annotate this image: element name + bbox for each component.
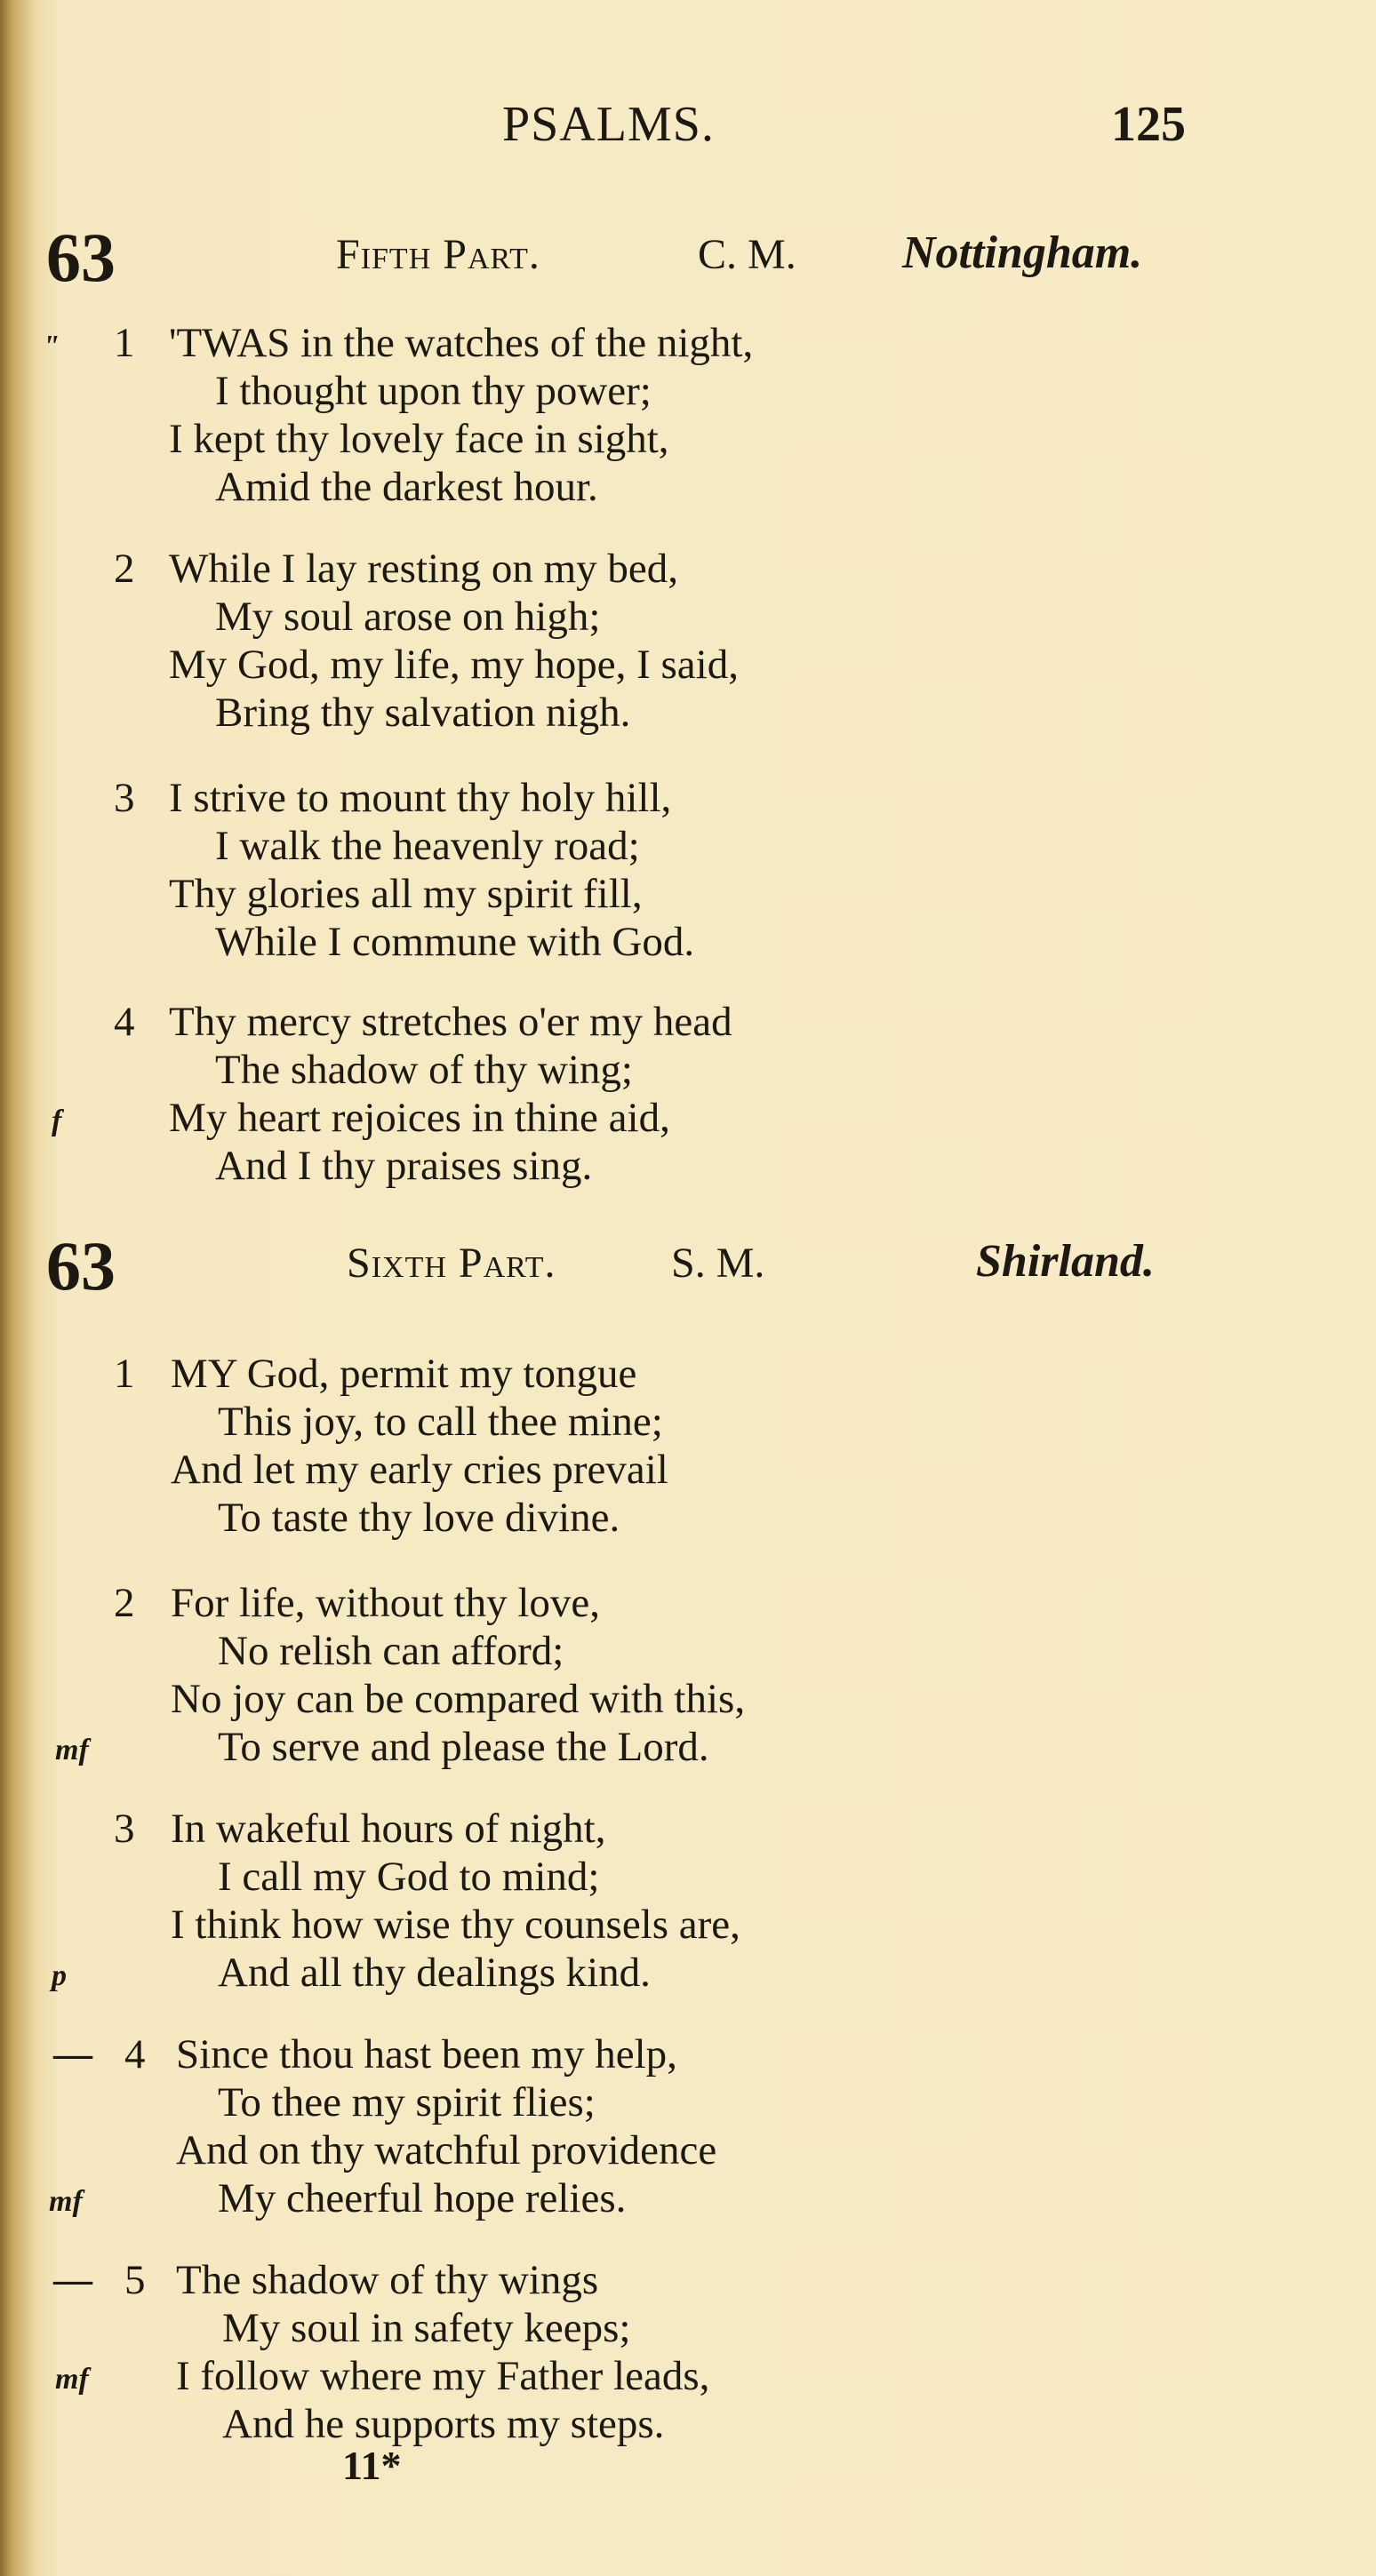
page-number: 125 — [1111, 97, 1186, 152]
hymn-heading — [0, 218, 1376, 296]
stanza-number: 1 — [114, 1351, 135, 1397]
verse-line — [0, 1852, 1376, 1902]
verse-line — [0, 2351, 1376, 2401]
dynamic-mark: f — [52, 1105, 62, 1137]
verse-line — [0, 2030, 1376, 2079]
verse-text: I walk the heavenly road; — [215, 823, 640, 869]
verse-line — [0, 773, 1376, 823]
stanza-number: 1 — [114, 320, 135, 366]
verse-text: My cheerful hope relies. — [218, 2175, 627, 2221]
hymn-number: 63 — [46, 1227, 116, 1304]
verse-line — [0, 1900, 1376, 1950]
dynamic-mark: " — [43, 330, 60, 363]
verse-text: For life, without thy love, — [171, 1580, 601, 1626]
stanza-number: 4 — [114, 999, 135, 1045]
verse-line — [0, 821, 1376, 871]
verse-text: And I thy praises sing. — [215, 1143, 593, 1189]
verse-line — [0, 366, 1376, 416]
verse-line — [0, 1141, 1376, 1191]
verse-line — [0, 2125, 1376, 2175]
verse-line — [0, 2078, 1376, 2127]
dynamic-mark: mf — [55, 1734, 89, 1767]
lead-dash: — — [53, 2258, 92, 2301]
verse-text: My soul arose on high; — [215, 594, 601, 640]
verse-line — [0, 544, 1376, 594]
verse-line — [0, 688, 1376, 738]
verse-text: The shadow of thy wing; — [215, 1047, 633, 1093]
verse-text: I follow where my Father leads, — [176, 2353, 710, 2399]
verse-text: To serve and please the Lord. — [218, 1724, 709, 1770]
verse-text: To thee my spirit flies; — [218, 2079, 596, 2125]
verse-text: I thought upon thy power; — [215, 368, 652, 414]
running-title: PSALMS. — [502, 97, 715, 152]
hymn-tune: Nottingham. — [902, 227, 1143, 278]
verse-line — [0, 1578, 1376, 1628]
verse-line — [0, 1445, 1376, 1495]
verse-line — [0, 1948, 1376, 1998]
verse-text: No joy can be compared with this, — [171, 1676, 746, 1722]
verse-line — [0, 2173, 1376, 2223]
verse-text: MY God, permit my tongue — [171, 1351, 637, 1397]
verse-line — [0, 1674, 1376, 1724]
hymn-part: Sixth Part. — [347, 1240, 556, 1287]
verse-text: And all thy dealings kind. — [218, 1950, 651, 1996]
stanza-number: 5 — [124, 2257, 146, 2303]
verse-line — [0, 1804, 1376, 1854]
dynamic-mark: mf — [55, 2363, 89, 2396]
verse-line — [0, 997, 1376, 1047]
verse-line — [0, 414, 1376, 464]
verse-line — [0, 318, 1376, 368]
verse-line — [0, 640, 1376, 690]
signature-mark: 11* — [342, 2443, 402, 2488]
verse-line — [0, 1722, 1376, 1772]
dynamic-mark: p — [52, 1959, 67, 1992]
verse-text: I think how wise thy counsels are, — [171, 1902, 740, 1948]
verse-line — [0, 1493, 1376, 1543]
verse-line — [0, 2255, 1376, 2305]
verse-text: I strive to mount thy holy hill, — [169, 775, 672, 821]
verse-line — [0, 1626, 1376, 1676]
stanza-number: 4 — [124, 2031, 146, 2078]
verse-text: My God, my life, my hope, I said, — [169, 642, 739, 688]
verse-line — [0, 592, 1376, 642]
verse-line — [0, 2303, 1376, 2353]
lead-dash: — — [53, 2032, 92, 2076]
verse-text: No relish can afford; — [218, 1628, 564, 1674]
hymn-heading — [0, 1226, 1376, 1304]
verse-text: Thy mercy stretches o'er my head — [169, 999, 732, 1045]
verse-text: 'TWAS in the watches of the night, — [169, 320, 754, 366]
verse-text: Since thou hast been my help, — [176, 2031, 677, 2078]
verse-line — [0, 1093, 1376, 1143]
verse-text: I call my God to mind; — [218, 1854, 600, 1900]
verse-text: In wakeful hours of night, — [171, 1806, 606, 1852]
verse-line — [0, 1397, 1376, 1447]
verse-text: Bring thy salvation nigh. — [215, 690, 631, 736]
verse-text: And on thy watchful providence — [176, 2127, 717, 2173]
dynamic-mark: mf — [49, 2185, 83, 2218]
verse-text: I kept thy lovely face in sight, — [169, 416, 669, 462]
stanza-number: 2 — [114, 546, 135, 592]
hymn-tune: Shirland. — [976, 1236, 1155, 1287]
verse-text: And let my early cries prevail — [171, 1447, 668, 1493]
verse-line — [0, 1349, 1376, 1399]
verse-text: And he supports my steps. — [222, 2401, 665, 2447]
stanza-number: 3 — [114, 1806, 135, 1852]
verse-text: Thy glories all my spirit fill, — [169, 871, 643, 917]
verse-text: While I lay resting on my bed, — [169, 546, 678, 592]
verse-text: The shadow of thy wings — [176, 2257, 599, 2303]
page-header — [0, 96, 1376, 158]
verse-text: To taste thy love divine. — [218, 1495, 620, 1541]
verse-text: My heart rejoices in thine aid, — [169, 1095, 670, 1141]
hymn-meter: C. M. — [698, 231, 796, 278]
stanza-number: 2 — [114, 1580, 135, 1626]
verse-text: Amid the darkest hour. — [215, 464, 598, 510]
verse-text: This joy, to call thee mine; — [218, 1399, 663, 1445]
hymn-number: 63 — [46, 219, 116, 296]
verse-line — [0, 462, 1376, 512]
hymn-part: Fifth Part. — [336, 231, 540, 278]
verse-text: My soul in safety keeps; — [222, 2305, 631, 2351]
verse-line — [0, 869, 1376, 919]
verse-line — [0, 1045, 1376, 1095]
verse-line — [0, 2399, 1376, 2449]
verse-text: While I commune with God. — [215, 919, 695, 965]
stanza-number: 3 — [114, 775, 135, 821]
verse-line — [0, 917, 1376, 967]
hymn-meter: S. M. — [671, 1240, 765, 1287]
